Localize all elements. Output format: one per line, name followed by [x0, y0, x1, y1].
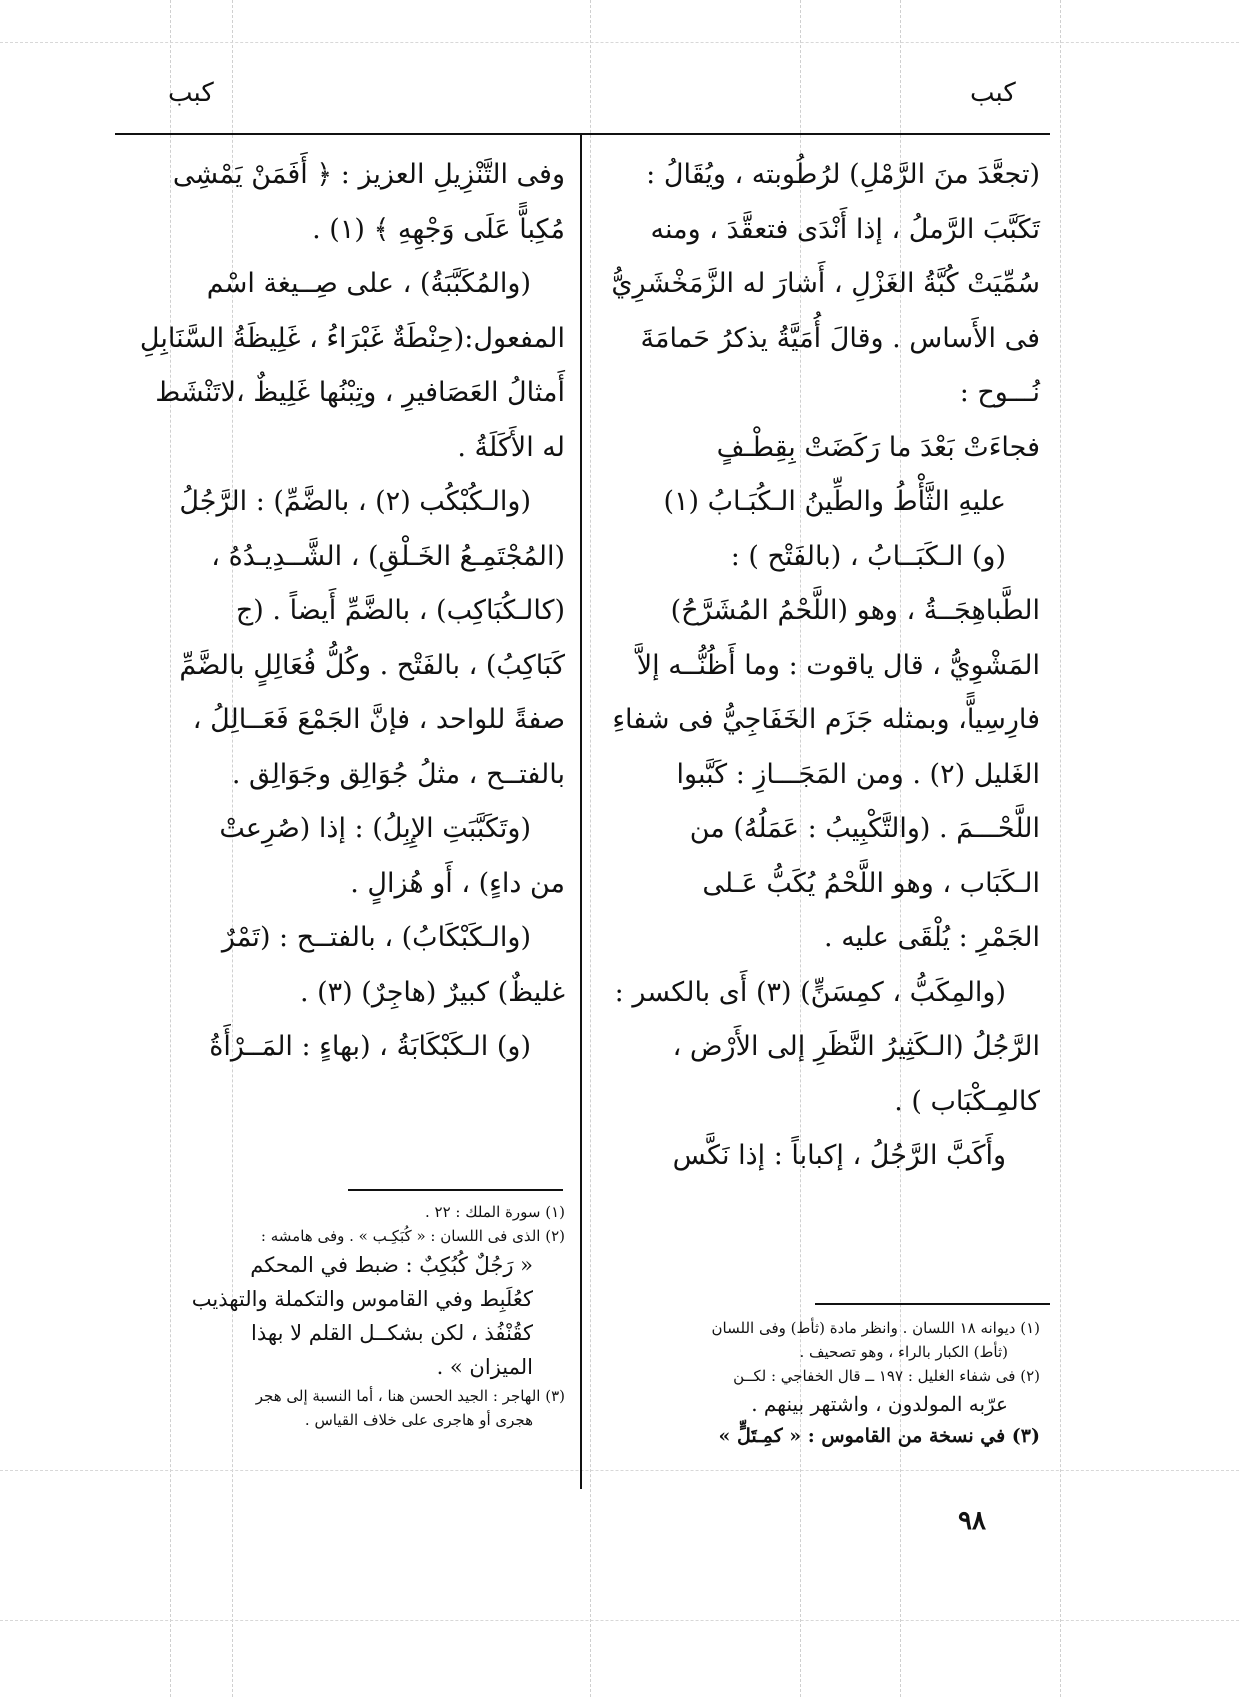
text-line: (و) الـكَبَــابُ ، (بالفَتْح ) : — [730, 540, 1006, 572]
text-line: (تجعَّدَ منَ الرَّمْلِ) لرُطُوبته ، ويُقَالُ : — [646, 159, 1040, 190]
text-line: اللَّحْـــمَ . (والتَّكْبِيبُ : عَمَلُهُ) من — [689, 813, 1040, 844]
text-line: المَشْوِيُّ ، قال ياقوت : وما أَظُنُّــه إلاَّ — [636, 649, 1040, 681]
text-line: الطَّباهِجَــةُ ، وهو (اللَّحْمُ المُشَرَّحُ) — [670, 595, 1040, 626]
footnote-line: (٢) الذى فى اللسان : « كُبَكِـب » . وفى هامشه : — [260, 1227, 565, 1245]
text-line: كَبَاكِبُ) ، بالفَتْح . وكُلُّ فُعَالِلٍ بالضَّمِّ — [179, 649, 565, 681]
text-line: الغَليل (٢) . ومن المَجَـــازِ : كَبَّبوا — [676, 758, 1040, 790]
text-line: بالفتــح ، مثلُ جُوَالِق وجَوَالِق . — [231, 758, 565, 790]
text-line: الـكَبَاب ، وهو اللَّحْمُ يُكَبُّ عَـلى — [702, 867, 1040, 899]
text-line: وفى التَّنْزِيلِ العزيز : ﴿ أَفَمَنْ يَمْشِى — [172, 159, 565, 190]
footnote-line: (ثأط) الكبار بالراء ، وهو تصحيف . — [799, 1343, 1008, 1361]
scan-guide-line — [0, 1620, 1239, 1621]
scan-guide-line — [1060, 0, 1061, 1697]
scan-guide-line — [0, 42, 1239, 43]
text-line: (كالـكُبَاكِب) ، بالضَّمِّ أَيضاً . (ج — [235, 595, 565, 626]
page-number: ٩٨ — [958, 1506, 986, 1536]
footnote-line: هجرى أو هاجرى على خلاف القياس . — [304, 1411, 533, 1429]
text-line: صفةً للواحد ، فإنَّ الجَمْعَ فَعَــالِلُ ، — [192, 704, 565, 735]
text-line: الرَّجُلُ (الـكَثِيرُ النَّظَرِ إلى الأَرْض ، — [672, 1031, 1040, 1062]
text-line: (والمِكَبُّ ، كمِسَنٍّ) (٣) أَى بالكسر : — [614, 976, 1006, 1008]
footnote-line: كعُلَبِط وفي القاموس والتكملة والتهذيب — [191, 1287, 533, 1311]
text-line: (والمُكَبَّبَةُ) ، على صِــيغة اسْم — [206, 268, 531, 299]
scan-guide-line — [0, 1470, 1239, 1471]
text-line: المفعول:(حِنْطَةٌ غَبْرَاءُ ، غَلِيظَةُ السَّنَابِلِ — [139, 322, 565, 354]
footnote-rule — [348, 1189, 563, 1191]
verse-line: فجاءَتْ بَعْدَ ما رَكَضَتْ بِقِطْـفٍ — [716, 431, 1040, 463]
text-line: فى الأَساس . وقالَ أُمَيَّةُ يذكرُ حَمامَةَ — [640, 322, 1040, 354]
text-line: وأَكَبَّ الرَّجُلُ ، إكباباً : إذا نَكَّس — [672, 1140, 1006, 1171]
column-divider — [580, 134, 582, 1489]
right-column — [596, 148, 1040, 1184]
footnote-line: (١) سورة الملك : ٢٢ . — [424, 1203, 565, 1221]
text-line: (والـكُبْكُب (٢) ، بالضَّمِّ) : الرَّجُلُ — [179, 486, 531, 517]
text-line: له الأَكَلَةُ . — [457, 431, 565, 463]
text-line: (وتَكَبَّبَتِ الإِبِلُ) : إذا (صُرِعتْ — [219, 813, 531, 844]
scan-guide-line — [590, 0, 591, 1697]
footnote-line: (١) ديوانه ١٨ اللسان . وانظر مادة (ثأط) وفى اللسان — [711, 1319, 1040, 1337]
text-line: تَكَبَّبَ الرَّملُ ، إذا أَنْدَى فتعقَّدَ ، ومنه — [650, 213, 1040, 245]
verse-line: عليهِ الثَّأْطُ والطِّينُ الـكُبَـابُ (١) — [663, 486, 1006, 517]
text-line: الجَمْرِ : يُلْقَى عليه . — [824, 922, 1040, 953]
text-line: مُكِباًّ عَلَى وَجْهِهِ ﴾ (١) . — [312, 213, 565, 245]
header-rule — [115, 133, 1050, 135]
text-line: فارِسِياًّ، وبمثله جَزَم الخَفَاجِيُّ فى شفاءِ — [612, 704, 1040, 735]
footnote-line: كقُنْفُذ ، لكن بشكــل القلم لا بهذا — [251, 1321, 533, 1345]
header-word-right: كبب — [970, 78, 1016, 108]
right-footnotes — [600, 1316, 1040, 1452]
left-column — [113, 148, 565, 1075]
header-word-left: كبب — [168, 78, 214, 108]
text-line: أَمثالُ العَصَافيرِ ، وتِبْنُها غَلِيظٌ ،لاتَنْشَط — [155, 377, 565, 408]
text-line: (والـكَبْكَابُ) ، بالفتــح : (تَمْرٌ — [221, 922, 531, 953]
footnote-line: (٣) الهاجر : الجيد الحسن هنا ، أما النسبة إلى هجر — [255, 1387, 565, 1405]
footnote-line: الميزان » . — [436, 1355, 533, 1379]
text-line: كالمِـكْبَاب ) . — [894, 1085, 1040, 1117]
footnote-line: عرّبه المولدون ، واشتهر بينهم . — [751, 1392, 1008, 1416]
text-line: غليظٌ) كبيرٌ (هاجِرٌ) (٣) . — [299, 976, 565, 1008]
left-footnotes — [113, 1200, 565, 1432]
text-line: نُـــوح : — [959, 377, 1040, 408]
text-line: من داءٍ) ، أَو هُزالٍ . — [350, 867, 565, 899]
footnote-line: (٣) في نسخة من القاموس : « كمِـتَلٍّ » — [718, 1425, 1040, 1447]
text-line: سُمِّيَتْ كُبَّةُ الغَزْلِ ، أَشارَ له الزَّمَخْشَرِيُّ — [611, 268, 1040, 299]
text-line: (و) الـكَبْكَابَةُ ، (بهاءٍ : المَــرْأَةُ — [209, 1031, 531, 1062]
footnote-rule — [815, 1303, 1050, 1305]
footnote-line: « رَجُلٌ كُبُكِبٌ : ضبط في المحكم — [250, 1253, 533, 1277]
text-line: (المُجْتَمِـعُ الخَـلْقِ) ، الشَّــدِيـدُهُ ، — [211, 540, 565, 572]
footnote-line: (٢) فى شفاء الغليل : ١٩٧ ــ قال الخفاجي : لكــن — [733, 1367, 1040, 1385]
